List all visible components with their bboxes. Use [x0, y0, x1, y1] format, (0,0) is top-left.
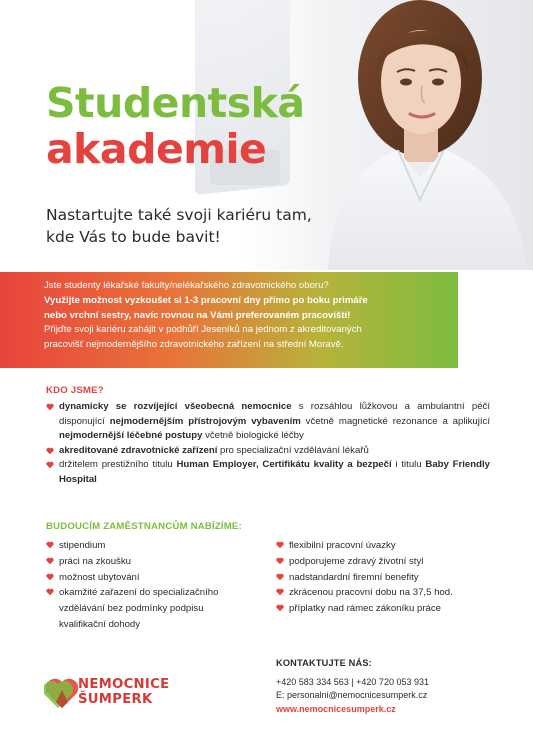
doctor-photo [318, 0, 533, 270]
heart-bullet-icon [276, 604, 284, 612]
list-item: práci na zkoušku [46, 554, 258, 570]
heart-bullet-icon [46, 573, 54, 581]
about-heading: KDO JSME? [46, 385, 104, 396]
list-item: dynamicky se rozvíjející všeobecná nemocnice s rozsáhlou lůžkovou a ambulantní péčí disponující nejmodernějším přístrojovým vybavením včetně magnetické rezonance a aplikující nejmodernější léčebné postupy včetně biologické léčby [46, 400, 490, 444]
tagline-line-2: kde Vás to bude bavit! [46, 228, 221, 246]
intro-line-1: Jste studenty lékařské fakulty/nelékařského zdravotnického oboru? [44, 280, 329, 291]
offer-heading: BUDOUCÍM ZAMĚSTNANCŮM NABÍZÍME: [46, 521, 242, 532]
list-item: okamžité zařazení do specializačního vzdělávání bez podmínky podpisu kvalifikační dohody [46, 585, 251, 632]
heart-bullet-icon [276, 573, 284, 581]
title-line-2: akademie [46, 125, 267, 173]
contact-block [276, 676, 429, 716]
heart-bullet-icon [46, 557, 54, 565]
heart-bullet-icon [276, 557, 284, 565]
list-item: stipendium [46, 538, 258, 554]
logo-text [78, 677, 169, 707]
heart-bullet-icon [46, 403, 54, 411]
intro-line-2: Využijte možnost vyzkoušet si 1-3 pracovní dny přímo po boku primáře [44, 294, 368, 306]
list-item: zkrácenou pracovní dobu na 37,5 hod. [276, 585, 496, 601]
heart-bullet-icon [46, 461, 54, 469]
list-item: možnost ubytování [46, 570, 258, 586]
heart-bullet-icon [276, 541, 284, 549]
list-item: nadstandardní firemní benefity [276, 570, 496, 586]
tagline [46, 204, 312, 248]
list-item: držitelem prestižního titulu Human Employer, Certifikátu kvality a bezpečí i titulu Baby Friendly Hospital [46, 458, 490, 487]
contact-email[interactable]: E: personalni@nemocnicesumperk.cz [276, 690, 428, 701]
offer-list-left [46, 538, 258, 633]
intro-band [0, 272, 458, 368]
intro-line-5: pracovišť nejmodernějšího zdravotnického zařízení na střední Moravě. [44, 339, 344, 351]
contact-phones[interactable]: +420 583 334 563 | +420 720 053 931 [276, 677, 429, 687]
heart-bullet-icon [46, 541, 54, 549]
heart-bullet-icon [276, 588, 284, 596]
tagline-line-1: Nastartujte také svoji kariéru tam, [46, 206, 312, 224]
heart-bullet-icon [46, 588, 54, 596]
intro-line-4: Přijďte svoji kariéru zahájit v podhůří Jeseníků na jednom z akreditovaných [44, 324, 362, 336]
title-line-1: Studentská [46, 79, 305, 127]
logo-line-1: NEMOCNICE [78, 677, 170, 692]
list-item: flexibilní pracovní úvazky [276, 538, 496, 554]
about-list [46, 400, 490, 488]
offer-list-right [276, 538, 496, 617]
intro-line-3: nebo vrchní sestry, navíc rovnou na Vámi preferovaném pracovišti! [44, 309, 351, 321]
list-item: příplatky nad rámec zákoníku práce [276, 601, 496, 617]
hero-section [0, 0, 533, 270]
list-item: podporujeme zdravý životní styl [276, 554, 496, 570]
list-item: akreditované zdravotnické zařízení pro specializační vzdělávání lékařů [46, 444, 490, 459]
heart-bullet-icon [46, 447, 54, 455]
contact-heading: KONTAKTUJTE NÁS: [276, 658, 372, 668]
page-title [46, 80, 305, 172]
contact-web-link[interactable]: www.nemocnicesumperk.cz [276, 703, 396, 714]
logo-line-2: ŠUMPERK [78, 692, 153, 707]
